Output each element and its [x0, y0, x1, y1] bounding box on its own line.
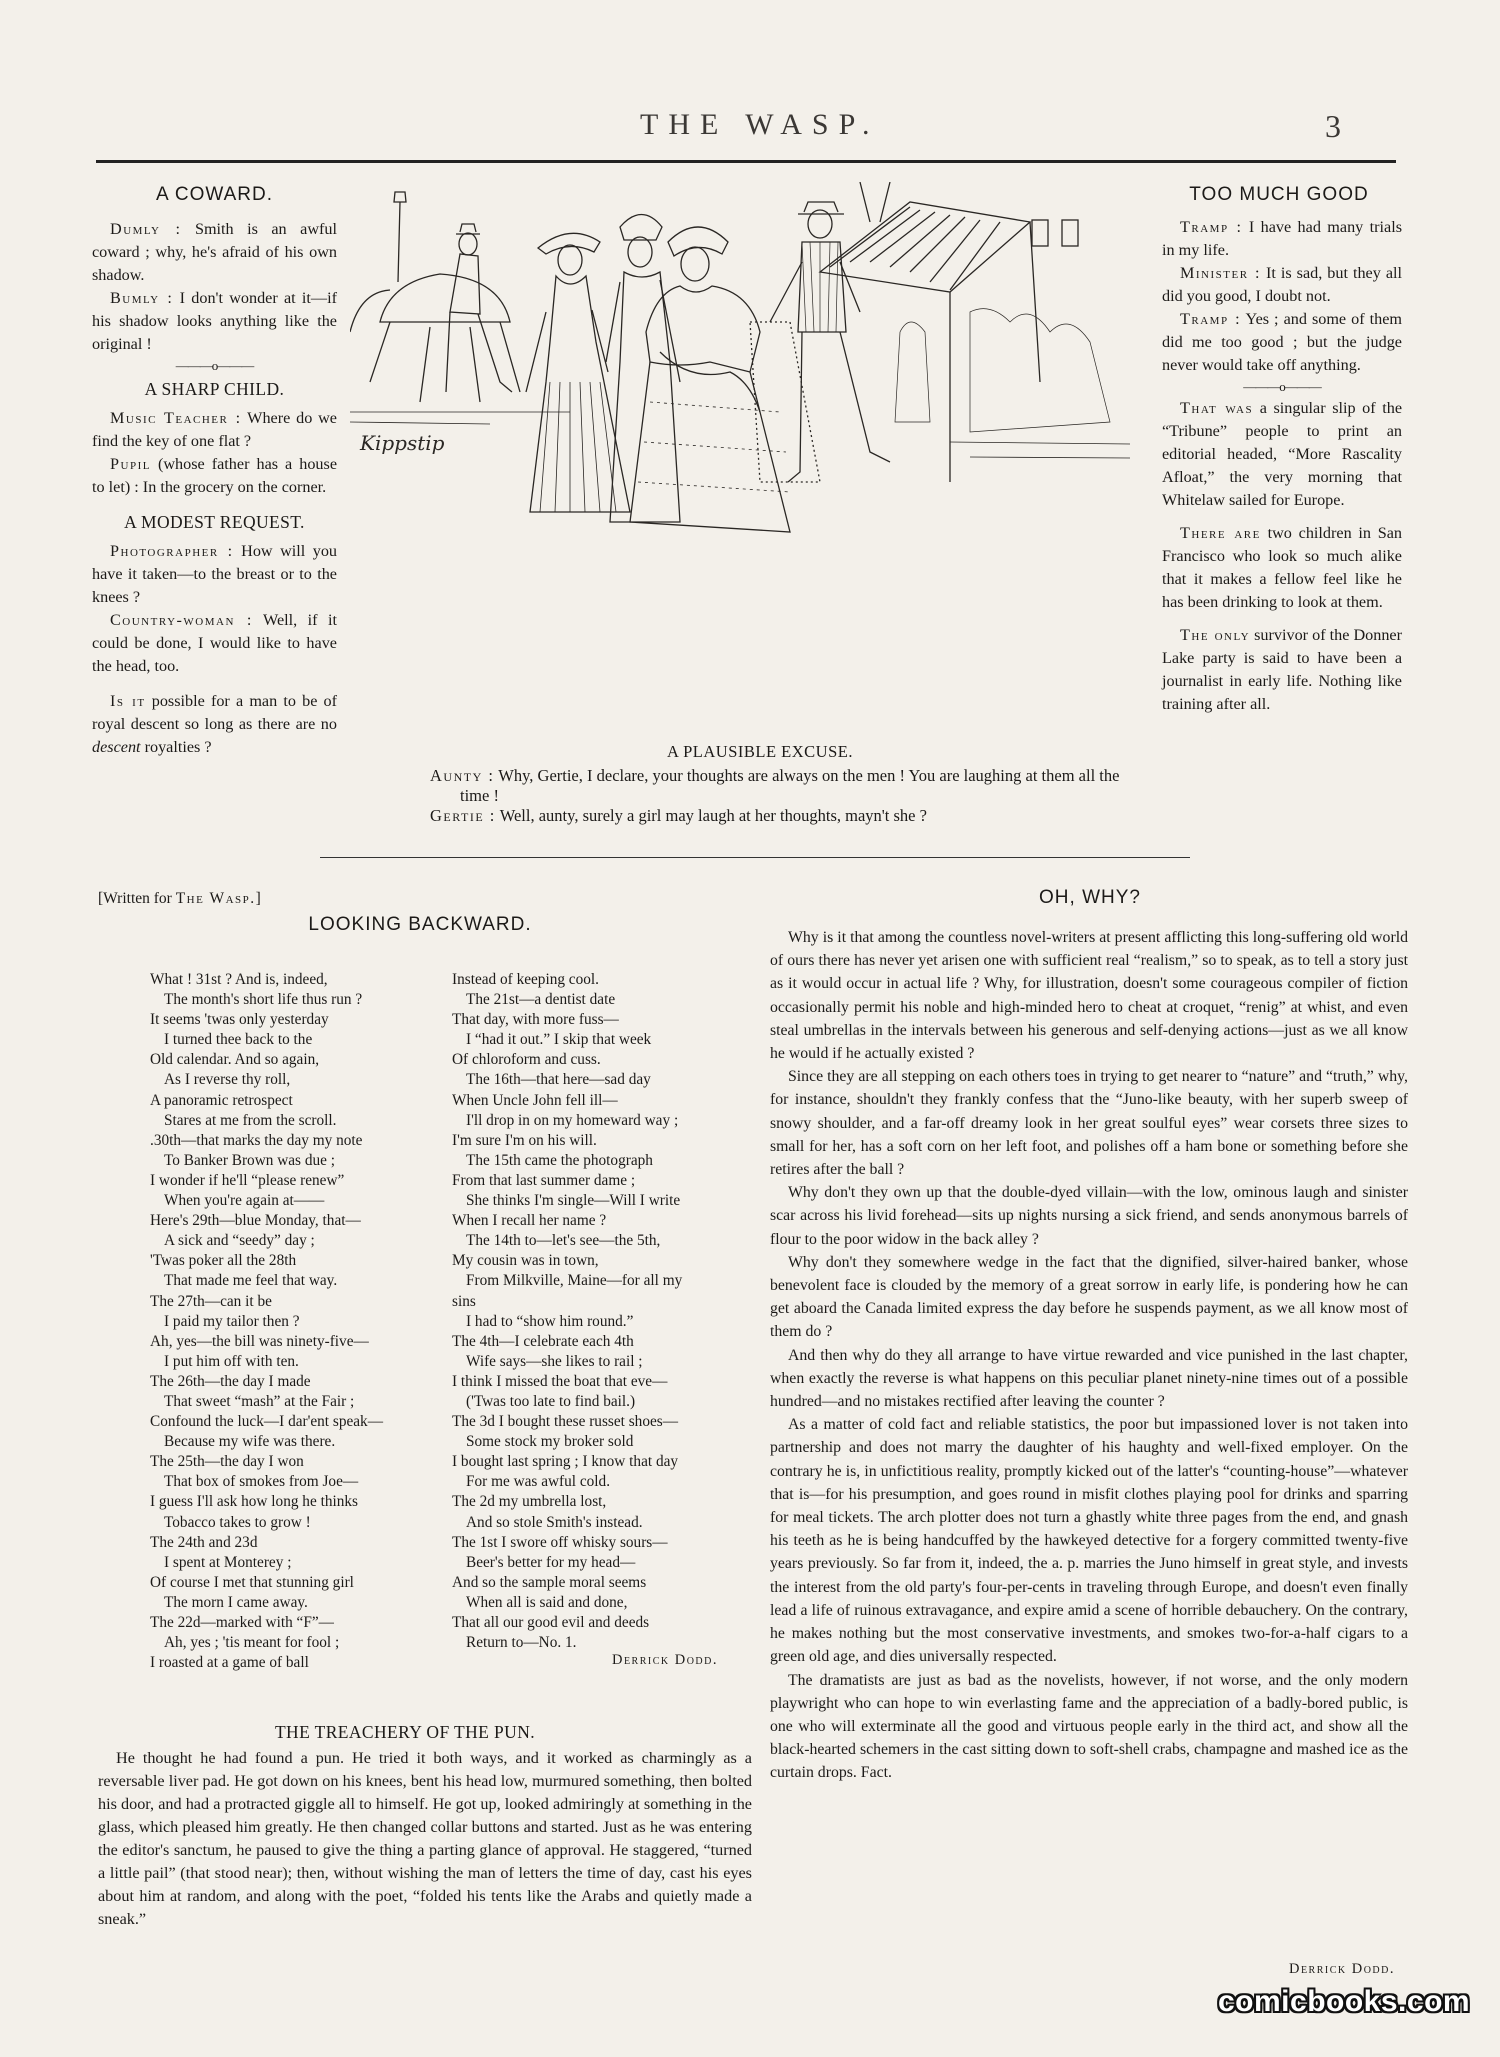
verse-line: The 1st I swore off whisky sours— [452, 1533, 668, 1551]
coward-line-2 [92, 287, 337, 356]
speaker: Gertie : [430, 806, 496, 825]
too-much-good-title: TOO MUCH GOOD [1189, 184, 1369, 205]
caption-line-aunty [430, 766, 1130, 806]
treachery-body [98, 1747, 752, 1931]
section-rule [320, 857, 1190, 858]
royal-descent-paragraph [92, 690, 337, 759]
separator: ———o——— [1243, 379, 1321, 394]
lead-in: There are [1180, 524, 1261, 542]
verse-line: I had to “show him round.” [466, 1312, 634, 1330]
dialogue-text: It is sad, but they all did you good, I doubt not. [1162, 264, 1402, 305]
speaker: Bumly : [110, 289, 174, 307]
dialogue-text: Yes ; and some of them did me too good ; but the judge never would take off anything. [1162, 310, 1402, 374]
two-children-paragraph [1162, 522, 1402, 614]
verse-line: When Uncle John fell ill— [452, 1091, 618, 1109]
caption-title: A PLAUSIBLE EXCUSE. [667, 742, 853, 761]
verse-line: I bought last spring ; I know that day [452, 1453, 679, 1471]
written-for-note [98, 890, 261, 908]
oh-why-paragraph: As a matter of cold fact and reliable statistics, the poor but impassioned lover is not taken into partnership and does not marry the daughter of his haughty and well-fixed employer. On the contrary he is, in unfictitious reality, promptly kicked out of the latter's “counting-house”—whatever that is—for his presumption, and goes round in misfit clothes playing pool for drinks and sparring for meal tickets. The arch plotter does not turn a ghastly white three pages from the end, and gnash his teeth as he is being handcuffed by the hawkeyed detective for a forgery committed twenty-five years previously. So far from it, indeed, the a. p. marries the Juno himself in great style, and invests the interest from the old party's four-per-cents in traveling through Europe, and doesn't even finally lead a life of ruinous extravagance, and expire amid a scene of horrible debauchery. On the contrary, he makes nothing but the most conservative investments, and smokes two-for-a-half cigars to a green old age, and dies universally respected. [770, 1416, 1408, 1666]
paragraph-text: possible for a man to be of royal descent so long as there are no [92, 692, 338, 733]
illustration-plausible-excuse [350, 182, 1130, 712]
speaker: Photographer : [110, 542, 234, 560]
verse-line: From Milkville, Maine—for all my [466, 1272, 683, 1290]
dialogue-text: I don't wonder at it—if his shadow looks anything like the original ! [92, 289, 338, 353]
dialogue-text: (whose father has a house to let) : In the grocery on the corner. [92, 455, 338, 496]
oh-why-paragraph: Since they are all stepping on each others toes in trying to get nearer to “nature” and “truth,” why, for instance, shouldn't they frankly confess that the “Juno-like beauty, with her superb sweep of snowy shoulder, and a far-off dreamy look in her great soulful eyes” wear corsets three sizes to small for her, has a soft corn on her left foot, and polishes off a ham bone or something before she retires after the ball ? [770, 1068, 1408, 1179]
verse-line: I “had it out.” I skip that week [466, 1031, 652, 1049]
page-number: 3 [1325, 108, 1341, 144]
verse-line: Of course I met that stunning girl [150, 1573, 354, 1591]
speaker: Dumly : [110, 220, 182, 238]
verse-line: Because my wife was there. [164, 1433, 336, 1451]
oh-why-paragraph: The dramatists are just as bad as the novelists, however, if not worse, and the only modern playwright who can hope to win everlasting fame and the appreciation of a badly-bored public, is one who will exterminate all the good and virtuous people early in the third act, and show all the black-hearted schemers in the cast sitting down to soft-shell crabs, champagne and mashed ice as the curtain drops. Fact. [770, 1671, 1408, 1782]
verse-line: What ! 31st ? And is, indeed, [150, 971, 328, 988]
dialogue-text: Where do we find the key of one flat ? [92, 409, 337, 450]
speaker: Minister : [1180, 264, 1262, 282]
lead-in: The only [1180, 626, 1251, 644]
sharp-child-line-1 [92, 407, 337, 453]
separator: ———o——— [175, 358, 254, 373]
verse-line: Old calendar. And so again, [150, 1051, 320, 1069]
verse-column-right [452, 970, 737, 1653]
verse-line: Ah, yes—the bill was ninety-five— [150, 1332, 369, 1350]
verse-line: When all is said and done, [466, 1593, 628, 1611]
verse-line: When I recall her name ? [452, 1212, 607, 1230]
verse-line: That box of smokes from Joe— [164, 1473, 359, 1491]
verse-line: I'll drop in on my homeward way ; [466, 1111, 679, 1129]
treachery-paragraph: He thought he had found a pun. He tried it both ways, and it worked as charmingly as a reversable liver pad. He got down on his knees, bent his head low, murmured something, then bolted his door, and had a protracted giggle all to himself. He got up, looked admiringly at something in the glass, which pleased him greatly. He then changed collar buttons and started. Just as he was entering the editor's sanctum, he paused to give the thing a parting glance of approval. He staggered, “turned a little pail” (that stood near); then, without wishing the man of letters the time of day, cast his eyes about him at random, and along with the poet, “folded his tents like the Arabs and quietly made a sneak.” [98, 1749, 752, 1928]
verse-line: The 2d my umbrella lost, [452, 1493, 607, 1511]
tmg-line-2 [1162, 262, 1402, 308]
verse-line: Stares at me from the scroll. [164, 1111, 337, 1129]
verse-line: The month's short life thus run ? [164, 991, 363, 1009]
verse-line: For me was awful cold. [466, 1473, 611, 1491]
verse-line: That made me feel that way. [164, 1272, 338, 1290]
verse-line: I spent at Monterey ; [164, 1553, 292, 1571]
verse-line: The 27th—can it be [150, 1292, 272, 1310]
verse-line: From that last summer dame ; [452, 1171, 636, 1189]
verse-column-left [150, 970, 440, 1673]
verse-line: The 22d—marked with “F”— [150, 1614, 334, 1631]
verse-line: Tobacco takes to grow ! [164, 1513, 311, 1531]
note-wasp: The Wasp. [175, 890, 256, 907]
donner-paragraph [1162, 624, 1402, 716]
note-text: [Written for [98, 890, 172, 907]
verse-line: The morn I came away. [164, 1593, 308, 1611]
tribune-paragraph [1162, 397, 1402, 512]
verse-line: .30th—that marks the day my note [150, 1131, 363, 1149]
verse-line: Confound the luck—I dar'ent speak— [150, 1413, 384, 1431]
treachery-title: THE TREACHERY OF THE PUN. [274, 1722, 536, 1742]
dialogue-text: Why, Gertie, I declare, your thoughts are always on the men ! You are laughing at them all the time ! [460, 766, 1120, 805]
verse-line: The 16th—that here—sad day [466, 1071, 651, 1089]
speaker: Tramp : [1180, 310, 1242, 328]
verse-line: 'Twas poker all the 28th [150, 1252, 297, 1270]
verse-line: I paid my tailor then ? [164, 1312, 300, 1330]
looking-backward-signature: Derrick Dodd. [611, 1652, 718, 1668]
verse-line: The 21st—a dentist date [466, 991, 616, 1009]
oh-why-paragraph: Why don't they somewhere wedge in the fact that the dignified, silver-haired banker, whose benevolent face is clouded by the memory of a great sorrow in early life, is pondering how he can get aboard the Canada limited express the day before he suspends payment, as we all know most of them do ? [770, 1253, 1408, 1341]
dialogue-text: Well, if it could be done, I would like to have the head, too. [92, 611, 337, 675]
speaker: Music Teacher : [110, 409, 242, 427]
verse-line: Return to—No. 1. [466, 1634, 577, 1652]
oh-why-paragraph: Why don't they own up that the double-dyed villain—with the low, ominous laugh and sinister scar across his livid forehead—sits up nights nursing a sick friend, and sends anonymous barrels of flour to the poor widow in the back alley ? [770, 1184, 1408, 1248]
verse-line: She thinks I'm single—Will I write [466, 1192, 681, 1210]
note-text: ] [255, 890, 261, 907]
dialogue-text: Smith is an awful coward ; why, he's afraid of his own shadow. [92, 220, 337, 284]
speaker: Pupil [110, 455, 151, 473]
speaker: Aunty : [430, 766, 495, 785]
verse-line: sins [452, 1292, 476, 1310]
verse-line: To Banker Brown was due ; [164, 1151, 335, 1169]
verse-line: ('Twas too late to find bail.) [466, 1392, 636, 1410]
speaker: Country-woman : [110, 611, 253, 629]
verse-line: That day, with more fuss— [452, 1011, 619, 1029]
tmg-line-3 [1162, 308, 1402, 377]
verse-line: The 14th to—let's see—the 5th, [466, 1232, 661, 1250]
dialogue-text: I have had many trials in my life. [1162, 218, 1403, 259]
verse-line: The 26th—the day I made [150, 1372, 311, 1390]
verse-line: It seems 'twas only yesterday [150, 1011, 329, 1029]
verse-line: I roasted at a game of ball [150, 1654, 309, 1672]
verse-line: Wife says—she likes to rail ; [466, 1352, 643, 1370]
modest-request-title: A MODEST REQUEST. [124, 512, 305, 532]
verse-line: I wonder if he'll “please renew” [150, 1171, 345, 1189]
verse-line: The 24th and 23d [150, 1533, 258, 1551]
oh-why-paragraph: And then why do they all arrange to have virtue rewarded and vice punished in the last chapter, when exactly the reverse is what happens on this peculiar planet ninety-nine times out of a possible hundred—and no mistakes rectified after leaving the counter ? [770, 1346, 1408, 1411]
verse-line: Ah, yes ; 'tis meant for fool ; [164, 1634, 340, 1652]
coward-title: A COWARD. [155, 184, 274, 205]
verse-line: I guess I'll ask how long he thinks [150, 1493, 358, 1511]
top-rule [96, 160, 1396, 163]
lead-in: That was [1180, 399, 1254, 417]
artist-signature: Kippstip [360, 431, 445, 455]
speaker: Tramp : [1180, 218, 1243, 236]
lead-in: Is it [110, 692, 146, 710]
verse-line: A sick and “seedy” day ; [164, 1232, 315, 1250]
verse-line: That all our good evil and deeds [452, 1614, 650, 1631]
paragraph-text: royalties ? [144, 738, 212, 756]
paragraph-text: a singular slip of the “Tribune” people to print an editorial headed, “More Rascality Afloat,” the very morning that Whitelaw sailed for Europe. [1162, 399, 1403, 509]
verse-line: I'm sure I'm on his will. [452, 1131, 597, 1149]
verse-line: A panoramic retrospect [150, 1091, 293, 1109]
verse-line: I think I missed the boat that eve— [452, 1372, 668, 1390]
verse-line: Beer's better for my head— [466, 1553, 636, 1571]
verse-line: Some stock my broker sold [466, 1433, 634, 1451]
paragraph-text: survivor of the Donner Lake party is said to have been a journalist in early life. Nothing like training after all. [1162, 626, 1403, 713]
right-column [1162, 183, 1402, 716]
verse-line: I turned thee back to the [164, 1031, 313, 1049]
verse-line: The 4th—I celebrate each 4th [452, 1332, 634, 1350]
dialogue-text: How will you have it taken—to the breast or to the knees ? [92, 542, 338, 606]
paragraph-text: two children in San Francisco who look so much alike that it makes a fellow feel like he has been drinking to look at them. [1162, 524, 1403, 611]
caption-line-gertie [430, 806, 1130, 826]
left-column [92, 183, 337, 759]
sharp-child-title: A SHARP CHILD. [144, 379, 285, 399]
verse-line: That sweet “mash” at the Fair ; [164, 1392, 355, 1410]
verse-line: Here's 29th—blue Monday, that— [150, 1212, 361, 1230]
verse-line: The 25th—the day I won [150, 1453, 304, 1471]
oh-why-paragraph: Why is it that among the countless novel-writers at present afflicting this long-suffering old world of ours there has never yet arisen one with sufficient real “realism,” so to speak, as to tell a story just as it would occur in actual life ? Why, for illustration, doesn't some courageous compiler of fiction occasionally permit his noble and high-minded hero to cheat at croquet, “renig” at whist, and even steal umbrellas in the intervals between his generous and self-denying actions—just as we all know he would if he actually existed ? [770, 929, 1408, 1063]
verse-line: My cousin was in town, [452, 1252, 599, 1270]
oh-why-title: OH, WHY? [1039, 887, 1141, 908]
oh-why-signature: Derrick Dodd. [1288, 1961, 1395, 1977]
verse-line: As I reverse thy roll, [164, 1071, 291, 1089]
verse-line: Of chloroform and cuss. [452, 1051, 601, 1069]
tmg-line-1 [1162, 216, 1402, 262]
coward-line-1 [92, 218, 337, 287]
verse-line: I put him off with ten. [164, 1352, 299, 1370]
verse-line: And so the sample moral seems [452, 1573, 647, 1591]
verse-line: The 15th came the photograph [466, 1151, 653, 1169]
dialogue-text: Well, aunty, surely a girl may laugh at her thoughts, mayn't she ? [499, 806, 927, 825]
oh-why-body [770, 926, 1408, 1785]
verse-line: When you're again at—— [164, 1192, 325, 1210]
verse-line: The 3d I bought these russet shoes— [452, 1413, 679, 1431]
verse-line: Instead of keeping cool. [452, 971, 599, 988]
emphasis: descent [92, 738, 141, 756]
watermark: comicbooks.com [1218, 1985, 1471, 2018]
illustration-caption [390, 742, 1130, 826]
modest-request-line-2 [92, 609, 337, 678]
looking-backward-title: LOOKING BACKWARD. [308, 914, 532, 935]
sharp-child-line-2 [92, 453, 337, 499]
modest-request-line-1 [92, 540, 337, 609]
verse-line: And so stole Smith's instead. [466, 1513, 643, 1531]
masthead: THE WASP. [640, 108, 880, 141]
